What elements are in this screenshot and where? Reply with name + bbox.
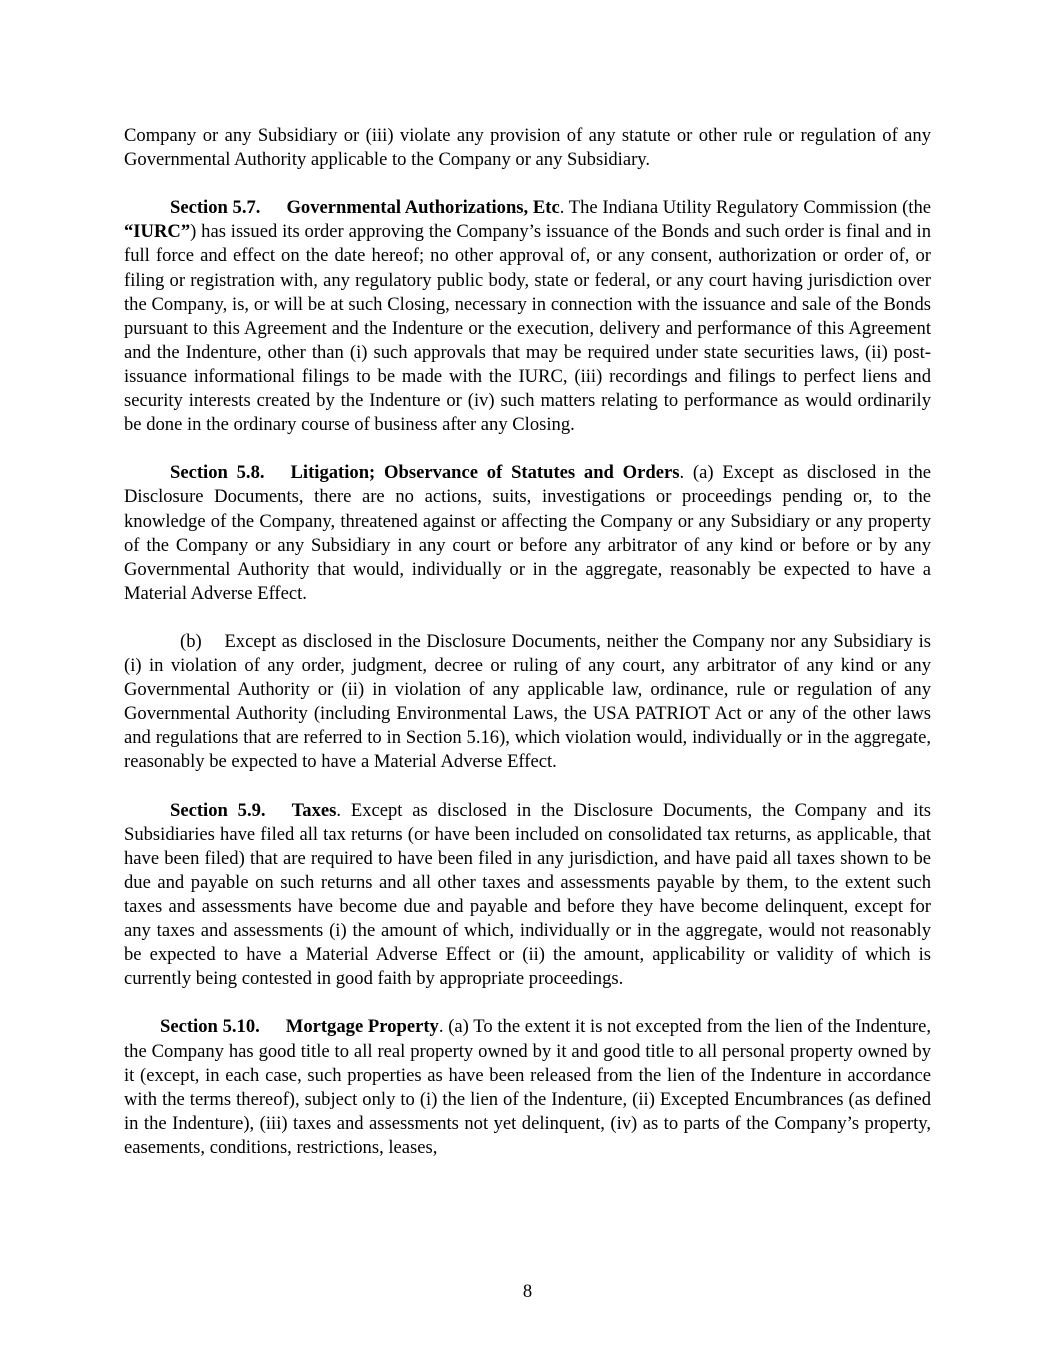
section-5-10-number: Section 5.10. bbox=[160, 1016, 260, 1038]
section-5-7-text-b: ) has issued its order approving the Company’s issuance of the Bonds and such order is final and in full force and effect on the date hereof; no other approval of, or any consent, authorization or order of, or filing or registration with, any regulatory public body, state or federal, or any court having jurisdiction over the Company, is, or will be at such Closing, necessary in connection with the issuance and sale of the Bonds pursuant to this Agreement and the Indenture or the execution, delivery and performance of this Agreement and the Indenture, other than (i) such approvals that may be required under state securities laws, (ii) post-issuance informational filings to be made with the IURC, (iii) recordings and filings to perfect liens and security interests created by the Indenture or (iv) such matters relating to performance as would ordinarily be done in the ordinary course of business after any Closing. bbox=[124, 221, 931, 436]
continuation-paragraph: Company or any Subsidiary or (iii) violate any provision of any statute or other rule or regulation of any Governmental Authority applicable to the Company or any Subsidiary. bbox=[124, 125, 931, 171]
section-5-7-number: Section 5.7. bbox=[170, 197, 261, 219]
section-5-8-number: Section 5.8. bbox=[170, 462, 265, 484]
section-5-7 bbox=[124, 196, 931, 437]
section-5-8-text-a: . (a) Except as disclosed in the Disclosure Documents, there are no actions, suits, investigations or proceedings pending or, to the knowledge of the Company, threatened against or affecting the Company or any Subsidiary or any property of the Company or any Subsidiary in any court or before any arbitrator of any kind or before or by any Governmental Authority that would, individually or in the aggregate, reasonably be expected to have a Material Adverse Effect. bbox=[124, 462, 931, 604]
section-5-9-text: . Except as disclosed in the Disclosure Documents, the Company and its Subsidiaries have filed all tax returns (or have been included on consolidated tax returns, as applicable, that have been filed) that are required to have been filed in any jurisdiction, and have paid all taxes shown to be due and payable on such returns and all other taxes and assessments payable by them, to the extent such taxes and assessments have become due and payable and before they have become delinquent, except for any taxes and assessments (i) the amount of which, individually or in the aggregate, would not reasonably be expected to have a Material Adverse Effect or (ii) the amount, applicability or validity of which is currently being contested in good faith by appropriate proceedings. bbox=[124, 799, 931, 990]
section-5-7-text-a: . The Indiana Utility Regulatory Commission (the bbox=[559, 197, 931, 219]
section-5-9-title: Taxes bbox=[291, 799, 337, 821]
section-5-10-title: Mortgage Property bbox=[285, 1016, 439, 1038]
section-5-8 bbox=[124, 461, 931, 606]
section-5-9 bbox=[124, 799, 931, 992]
section-5-9-number: Section 5.9. bbox=[170, 799, 266, 821]
section-5-7-title: Governmental Authorizations, Etc bbox=[286, 197, 560, 219]
defined-term-iurc: “IURC” bbox=[124, 221, 191, 243]
document-page bbox=[124, 124, 936, 1184]
section-5-10 bbox=[124, 1015, 931, 1160]
section-5-8-title: Litigation; Observance of Statutes and Orders bbox=[290, 462, 680, 484]
section-5-10-text: . (a) To the extent it is not excepted from the lien of the Indenture, the Company has good title to all real property owned by it and good title to all personal property owned by it (except, in each case, such properties as have been released from the lien of the Indenture in accordance with the terms thereof), subject only to (i) the lien of the Indenture, (ii) Excepted Encumbrances (as defined in the Indenture), (iii) taxes and assessments not yet delinquent, (iv) as to parts of the Company’s property, easements, conditions, restrictions, leases, bbox=[124, 1016, 931, 1158]
section-5-8-b: (b) Except as disclosed in the Disclosure Documents, neither the Company nor any Subsidiary is (i) in violation of any order, judgment, decree or ruling of any court, any arbitrator of any kind or any Governmental Authority or (ii) in violation of any applicable law, ordinance, rule or regulation of any Governmental Authority (including Environmental Laws, the USA PATRIOT Act or any of the other laws and regulations that are referred to in Section 5.16), which violation would, individually or in the aggregate, reasonably be expected to have a Material Adverse Effect. bbox=[124, 630, 936, 773]
page-number: 8 bbox=[522, 1281, 533, 1302]
